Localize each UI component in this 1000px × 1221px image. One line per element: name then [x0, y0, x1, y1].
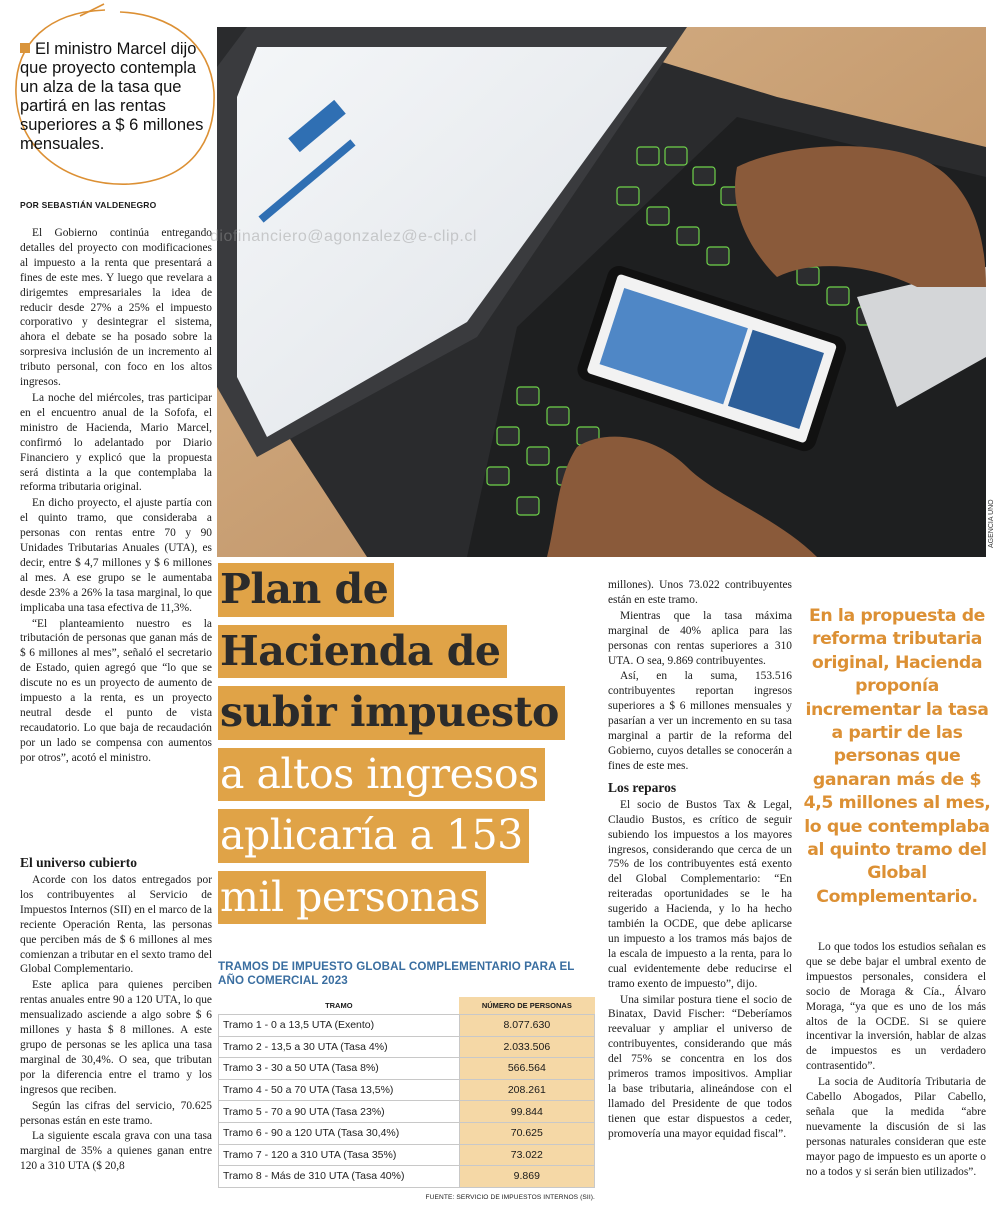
- paragraph: Este aplica para quienes perciben rentas anuales entre 90 a 120 UTA, lo que mensualizado asciende a algo sobre $ 6 millones y hasta $ 8 millones. A este grupo de personas se les aplica una tasa marginal de 30,4%. O sea, que tributan por la diferencia entre el tramo y los ingresos que reciben.: [20, 979, 212, 1096]
- table-cell: 9.869: [459, 1166, 594, 1188]
- headline-line-5: aplicaría a 153: [218, 809, 529, 863]
- table-row: [219, 1144, 595, 1166]
- article-photo: [217, 27, 986, 557]
- byline: POR SEBASTIÁN VALDENEGRO: [20, 200, 157, 210]
- subheading-universo: El universo cubierto: [20, 855, 137, 870]
- watermark: diofinanciero@agonzalez@e-clip.cl: [210, 228, 477, 245]
- paragraph: Así, en la suma, 153.516 contribuyentes reportan ingresos superiores a $ 6 millones mensuales y pasarían a ver un incremento en su tasa marginal a partir de la reforma del Gobierno, cuyos detalles se conocerán a fines de este mes.: [608, 670, 792, 772]
- table-cell: 99.844: [459, 1101, 594, 1123]
- table-cell: 2.033.506: [459, 1036, 594, 1058]
- table-title: TRAMOS DE IMPUESTO GLOBAL COMPLEMENTARIO PARA EL AÑO COMERCIAL 2023: [218, 960, 575, 987]
- headline-line-2: Hacienda de: [218, 625, 507, 679]
- table-source: FUENTE: SERVICIO DE IMPUESTOS INTERNOS (SII).: [425, 1193, 595, 1201]
- paragraph: La siguiente escala grava con una tasa marginal de 35% a quienes ganan entre 120 a 310 UTA ($ 20,8: [20, 1130, 212, 1173]
- paragraph: En dicho proyecto, el ajuste partía con el quinto tramo, que consideraba a personas con rentas entre 70 y 90 Unidades Tributarias Anuales (UTA), es decir, entre $ 4,7 millones y $ 6 millones al mes. A ese grupo se le aumentaba desde 23% a 26% la tasa marginal, lo que implicaba una tasa efectiva de 11,3%.: [20, 497, 212, 614]
- table-cell: Tramo 5 - 70 a 90 UTA (Tasa 23%): [219, 1101, 460, 1123]
- table-row: [219, 1101, 595, 1123]
- paragraph: Lo que todos los estudios señalan es que se debe bajar el umbral exento de impuestos personales, considera el socio de Moraga & Cía., Álvaro Moraga, “ya que es uno de los más altos de la OCDE. Si se quiere incentivar la inversión, hablar de alzas de impuestos es un verdadero contrasentido”.: [806, 941, 986, 1073]
- paragraph: La noche del miércoles, tras participar en el encuentro anual de la Sofofa, el ministro de Hacienda, Mario Marcel, confirmó lo adelantado por Diario Financiero y explicó que la propuesta será distinta a la que contemplaba la reforma tributaria original.: [20, 391, 212, 494]
- paragraph: millones). Unos 73.022 contribuyentes están en este tramo.: [608, 579, 792, 606]
- paragraph: El socio de Bustos Tax & Legal, Claudio Bustos, es crítico de seguir subiendo los impuestos a los mayores ingresos, considerando que cerca de un 75% de los contribuyentes está exento del Global Complementario: “En reiteradas oportunidades se le ha sugerido a Hacienda, y lo ha hecho también la OCDE, que debe aplicarse un impuesto a los tramos más bajos de la escala de impuesto a la renta, para lo cual evidentemente debe reducirse el tramo exento de impuesto”, dijo.: [608, 798, 792, 990]
- table-row: [219, 1079, 595, 1101]
- table-cell: Tramo 3 - 30 a 50 UTA (Tasa 8%): [219, 1058, 460, 1080]
- article-column-1-top: [20, 226, 212, 767]
- paragraph: Mientras que la tasa máxima marginal de 40% aplica para las personas con rentas superiores a 310 UTA. O sea, 9.869 contribuyentes.: [608, 609, 792, 667]
- table-row: [219, 1015, 595, 1037]
- tax-brackets-table-box: [218, 960, 595, 1201]
- table-cell: Tramo 7 - 120 a 310 UTA (Tasa 35%): [219, 1144, 460, 1166]
- column-header-personas: NÚMERO DE PERSONAS: [459, 997, 594, 1015]
- headline-line-3: subir impuesto: [218, 686, 565, 740]
- table-cell: 208.261: [459, 1079, 594, 1101]
- paragraph: Una similar postura tiene el socio de Binatax, David Fischer: “Deberíamos reevaluar y ampliar el universo de contribuyentes, considerando que más del 75% se concentra en los dos primeros tramos impositivos. Ampliar la base tributaria, alineándose con el llamado del Presidente de que todos tienen que estar dispuestos a ceder, promovería una mayor equidad fiscal”.: [608, 993, 792, 1140]
- headline: [218, 563, 603, 932]
- paragraph: Según las cifras del servicio, 70.625 personas están en este tramo.: [20, 1099, 212, 1127]
- headline-line-1: Plan de: [218, 563, 394, 617]
- article-column-4: [806, 940, 986, 1181]
- paragraph: Acorde con los datos entregados por los contribuyentes al Servicio de Impuestos Internos (SII) en el marco de la reciente Operación Renta, las personas que perciben más de $ 6 millones al mes comienzan a tributar en el sexto tramo del Global Complementario.: [20, 874, 212, 976]
- laptop-photo-illustration: [217, 27, 986, 557]
- lead-bullet-icon: [20, 43, 30, 53]
- table-row: [219, 1166, 595, 1188]
- table-cell: Tramo 1 - 0 a 13,5 UTA (Exento): [219, 1015, 460, 1037]
- tax-brackets-table: [218, 997, 595, 1188]
- table-row: [219, 1122, 595, 1144]
- paragraph: “El planteamiento nuestro es la tributación de personas que ganan más de $ 6 millones al mes”, señaló el secretario de Estado, quien agregó que “lo que se discute no es un proyecto de aumento de impuesto a la renta, es un proyecto neutral desde el punto de vista recaudatorio. Lo que baja de recaudación por un lado se compensa con aumentos por otros”, acotó el ministro.: [20, 617, 212, 764]
- table-cell: Tramo 8 - Más de 310 UTA (Tasa 40%): [219, 1166, 460, 1188]
- article-column-3: [608, 578, 792, 1143]
- table-row: [219, 1058, 595, 1080]
- paragraph: El Gobierno continúa entregando detalles del proyecto con modificaciones al impuesto a la renta que presentará a fines de este mes. Y luego que revelara a dirigemtes empresariales la idea de reducir desde 27% a 25% el impuesto corporativo y desintegrar el sistema, ahora el debate se ha posado sobre la sorpresiva inclusión de un incremento al tributo personal, con foco en los altos ingresos.: [20, 227, 212, 389]
- lead-summary: [20, 40, 215, 154]
- photo-credit: AGENCIA UNO: [988, 499, 995, 548]
- table-cell: Tramo 2 - 13,5 a 30 UTA (Tasa 4%): [219, 1036, 460, 1058]
- table-cell: 8.077.630: [459, 1015, 594, 1037]
- article-column-1-bottom: [20, 849, 212, 1175]
- headline-line-4: a altos ingresos: [218, 748, 545, 802]
- subheading-reparos: Los reparos: [608, 779, 677, 795]
- table-header-row: [219, 997, 595, 1015]
- pull-quote: En la propuesta de reforma tributaria original, Hacienda proponía incrementar la tasa a partir de las personas que ganaran más de $ 4,5 millones al mes, lo que contemplaba al quinto tramo del Global Complementario.: [803, 606, 991, 907]
- column-header-tramo: TRAMO: [325, 1001, 353, 1010]
- table-cell: Tramo 6 - 90 a 120 UTA (Tasa 30,4%): [219, 1122, 460, 1144]
- table-cell: 566.564: [459, 1058, 594, 1080]
- table-cell: 70.625: [459, 1122, 594, 1144]
- table-cell: 73.022: [459, 1144, 594, 1166]
- paragraph: La socia de Auditoría Tributaria de Cabello Abogados, Pilar Cabello, señala que la medida “abre nuevamente la discusión de si las personas naturales consideran que este mayor pago de impuesto es un aporte o no a todos y si serán bien utilizados”.: [806, 1076, 986, 1178]
- headline-line-6: mil personas: [218, 871, 486, 925]
- table-row: [219, 1036, 595, 1058]
- lead-text: El ministro Marcel dijo que proyecto contempla un alza de la tasa que partirá en las rentas superiores a $ 6 millones mensuales.: [20, 40, 204, 153]
- table-cell: Tramo 4 - 50 a 70 UTA (Tasa 13,5%): [219, 1079, 460, 1101]
